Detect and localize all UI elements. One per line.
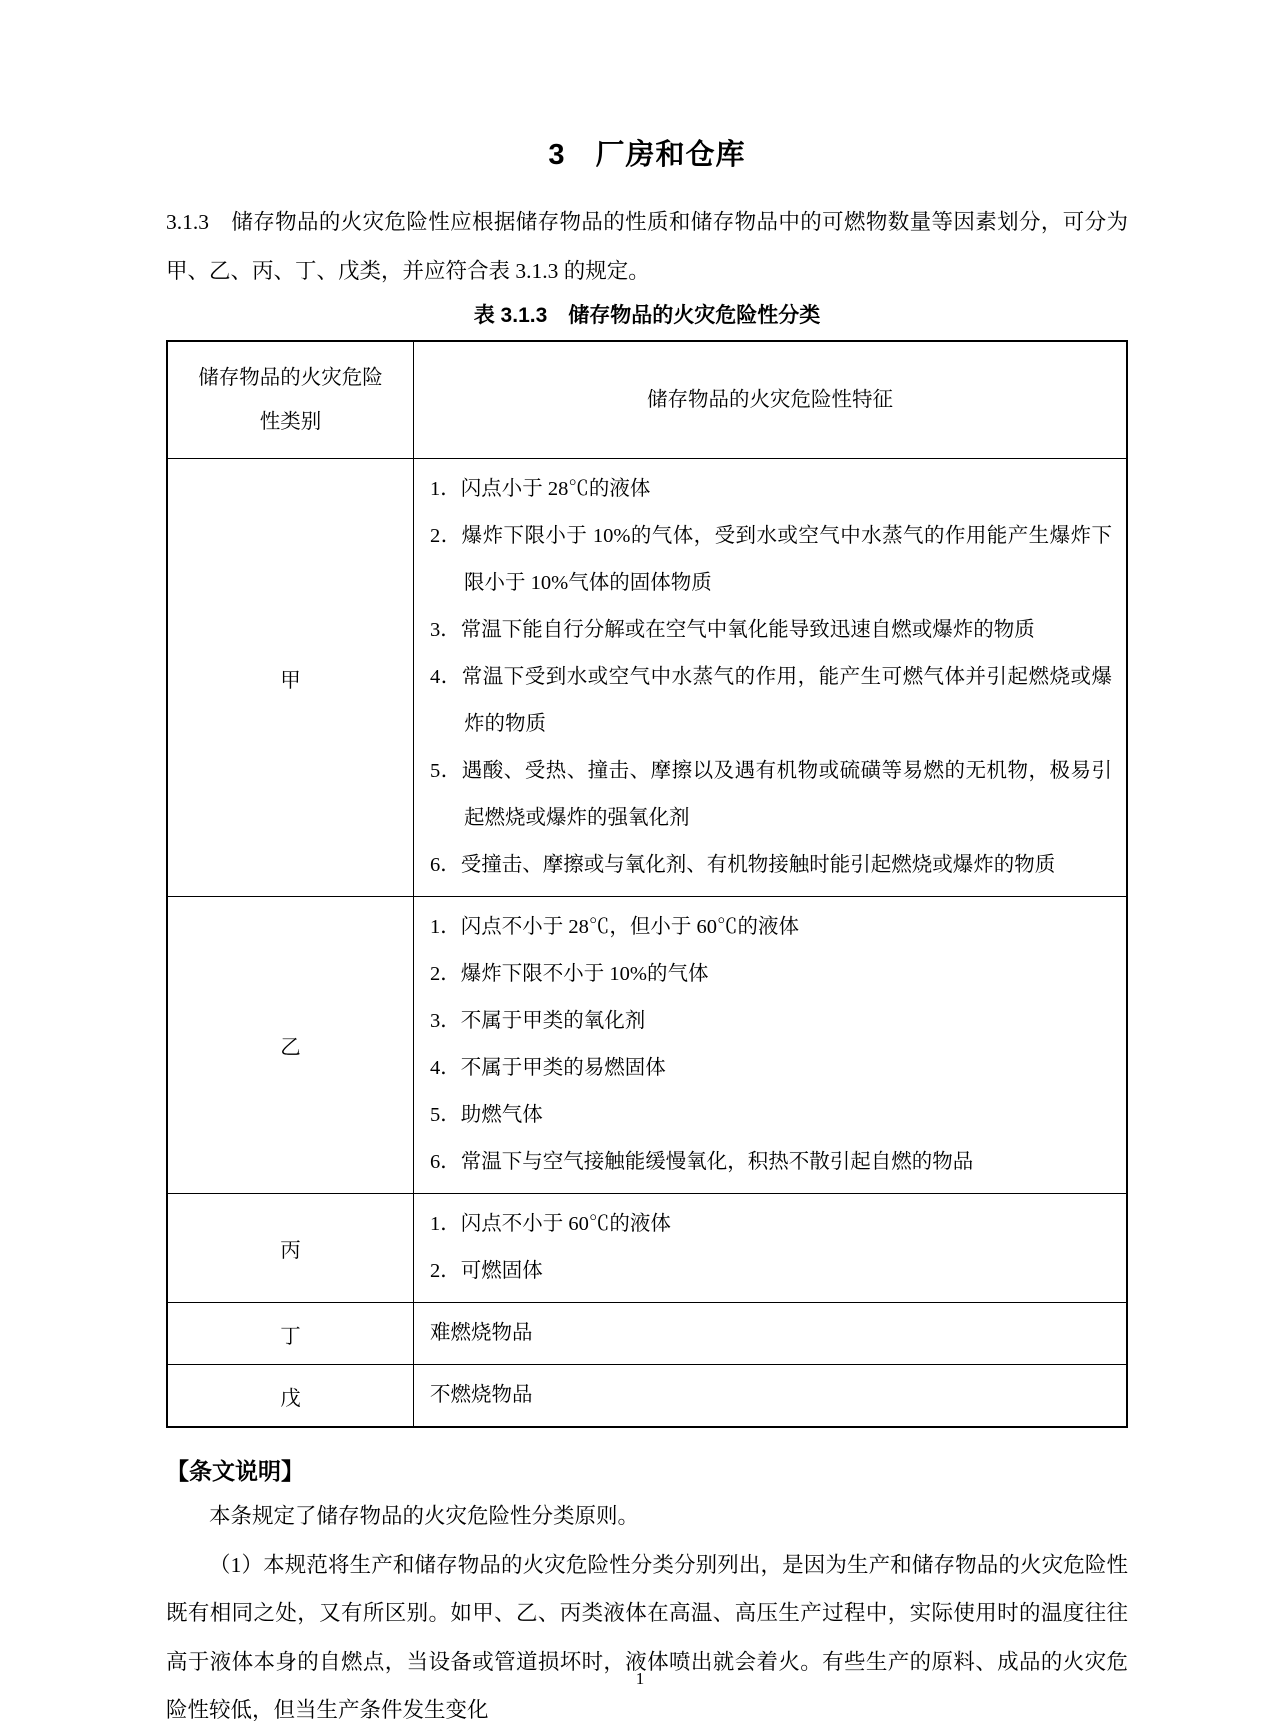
feature-item: 1．闪点不小于 60℃的液体 — [430, 1213, 671, 1235]
page-number: 1 — [635, 1669, 645, 1688]
header-category-column: 储存物品的火灾危险性类别 — [167, 341, 414, 459]
feature-list — [414, 1194, 1128, 1303]
feature-item: 6．受撞击、摩擦或与氧化剂、有机物接触时能引起燃烧或爆炸的物质 — [430, 854, 1056, 876]
commentary-paragraph-1: 本条规定了储存物品的火灾危险性分类原则。 — [209, 1504, 640, 1528]
feature-item: 5．助燃气体 — [430, 1104, 543, 1126]
table-row — [167, 459, 1127, 897]
feature-item: 3．不属于甲类的氧化剂 — [430, 1010, 646, 1032]
category-label: 甲 — [167, 459, 414, 897]
clause-text: 储存物品的火灾危险性应根据储存物品的性质和储存物品中的可燃物数量等因素划分，可分为甲、乙、丙、丁、戊类，并应符合表 3.1.3 的规定。 — [166, 210, 1128, 283]
category-label: 丙 — [167, 1194, 414, 1303]
feature-list — [414, 1365, 1128, 1428]
feature-item: 2．可燃固体 — [430, 1260, 543, 1282]
feature-item: 3．常温下能自行分解或在空气中氧化能导致迅速自燃或爆炸的物质 — [430, 619, 1035, 641]
feature-item: 1．闪点小于 28℃的液体 — [430, 478, 651, 500]
clause-paragraph — [166, 198, 1128, 296]
commentary-paragraph-2: （1）本规范将生产和储存物品的火灾危险性分类分别列出，是因为生产和储存物品的火灾危险性既有相同之处，又有所区别。如甲、乙、丙类液体在高温、高压生产过程中，实际使用时的温度往往高于液体本身的自燃点，当设备或管道损坏时，液体喷出就会着火。有些生产的原料、成品的火灾危险性较低，但当生产条件发生变化 — [166, 1552, 1128, 1721]
table-row — [167, 1194, 1127, 1303]
feature-list — [414, 1303, 1128, 1365]
feature-item: 1．闪点不小于 28℃，但小于 60℃的液体 — [430, 916, 799, 938]
category-label: 丁 — [167, 1303, 414, 1365]
feature-list — [414, 897, 1128, 1194]
feature-item: 难燃烧物品 — [430, 1322, 533, 1344]
table-caption: 表 3.1.3 储存物品的火灾危险性分类 — [473, 304, 821, 327]
table-row — [167, 1365, 1127, 1428]
table-row — [167, 1303, 1127, 1365]
table-header-row — [167, 341, 1127, 459]
feature-item: 4．常温下受到水或空气中水蒸气的作用，能产生可燃气体并引起燃烧或爆炸的物质 — [430, 666, 1112, 735]
feature-item: 2．爆炸下限小于 10%的气体，受到水或空气中水蒸气的作用能产生爆炸下限小于 10%气体的固体物质 — [430, 525, 1112, 594]
header-feature-column: 储存物品的火灾危险性特征 — [414, 341, 1128, 459]
feature-item: 5．遇酸、受热、撞击、摩擦以及遇有机物或硫磺等易燃的无机物，极易引起燃烧或爆炸的强氧化剂 — [430, 760, 1112, 829]
category-label: 乙 — [167, 897, 414, 1194]
feature-list — [414, 459, 1128, 897]
feature-item: 6．常温下与空气接触能缓慢氧化，积热不散引起自燃的物品 — [430, 1151, 974, 1173]
clause-number: 3.1.3 — [166, 210, 209, 234]
category-label: 戊 — [167, 1365, 414, 1428]
commentary-heading: 【条文说明】 — [166, 1458, 304, 1484]
fire-hazard-classification-table — [166, 340, 1128, 1428]
feature-item: 4．不属于甲类的易燃固体 — [430, 1057, 666, 1079]
feature-item: 2．爆炸下限不小于 10%的气体 — [430, 963, 709, 985]
table-row — [167, 897, 1127, 1194]
chapter-title: 3 厂房和仓库 — [548, 139, 746, 171]
feature-item: 不燃烧物品 — [430, 1384, 533, 1406]
